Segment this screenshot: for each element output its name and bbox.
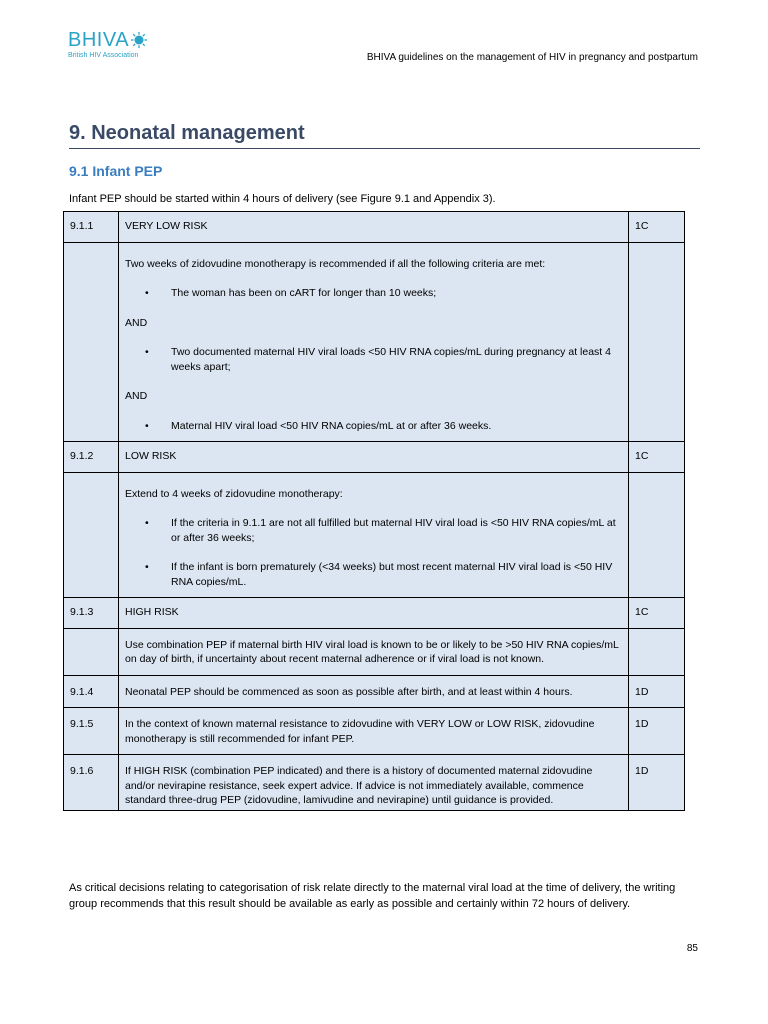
subsection-heading: 9.1 Infant PEP [69,163,163,179]
bullet-list [125,286,622,301]
table-row [64,598,685,629]
rec-grade: 1C [635,606,649,618]
logo-text: BHIVA [68,29,130,51]
bullet-icon: • [145,287,149,299]
rec-body [119,473,628,598]
table-row [64,242,685,442]
sunburst-logo-icon [130,31,148,49]
rec-text: In the context of known maternal resistance to zidovudine with VERY LOW or LOW RISK, zidovudine monotherapy is still recommended for infant PEP. [125,718,595,745]
rec-grade: 1D [635,765,649,777]
list-item: • The woman has been on cART for longer than 10 weeks; [145,287,437,299]
logo-subtitle: British HIV Association [68,52,139,59]
table-row [64,755,685,811]
bullet-icon: • [145,419,149,432]
recommendations-table [63,211,685,811]
rec-body [119,243,628,442]
and-connector: AND [125,390,148,402]
rec-text: If HIGH RISK (combination PEP indicated) and there is a history of documented maternal zidovudine and/or nevirapine resistance, seek expert advice. If advice is not immediately available, commence standard three-drug PEP (zidovudine, lamivudine and nevirapine) until guidance is provided. [125,765,593,806]
rec-lead: Two weeks of zidovudine monotherapy is recommended if all the following criteria are met: [125,257,546,270]
bullet-list [125,345,622,374]
list-item: • Maternal HIV viral load <50 HIV RNA copies/mL at or after 36 weeks. [145,419,492,432]
bullet-list [125,516,622,589]
rec-number: 9.1.3 [70,606,94,618]
rec-title: HIGH RISK [125,606,179,618]
rec-number: 9.1.1 [70,220,94,232]
rec-number: 9.1.5 [70,718,94,730]
bullet-icon: • [145,517,149,529]
table-row [64,442,685,473]
rec-grade: 1C [635,220,649,232]
rec-number: 9.1.6 [70,765,94,777]
rec-grade: 1D [635,718,649,730]
logo-wordmark [68,30,148,50]
closing-paragraph: As critical decisions relating to categorisation of risk relate directly to the maternal viral load at the time of delivery, the writing group recommends that this result should be available as early as possible and certainly within 72 hours of delivery. [69,882,676,910]
list-item: • If the infant is born prematurely (<34 weeks) but most recent maternal HIV viral load is <50 HIV RNA copies/mL. [145,561,613,588]
rec-grade: 1D [635,685,649,698]
list-item: • Two documented maternal HIV viral loads <50 HIV RNA copies/mL during pregnancy at least 4 weeks apart; [145,346,611,373]
rec-text: Neonatal PEP should be commenced as soon as possible after birth, and at least within 4 hours. [125,685,573,698]
bullet-icon: • [145,346,149,358]
running-header: BHIVA guidelines on the management of HIV in pregnancy and postpartum [366,52,698,63]
rec-number: 9.1.4 [70,685,94,698]
and-connector: AND [125,316,148,329]
bullet-icon: • [145,561,149,573]
table-row [64,628,685,675]
section-heading: 9. Neonatal management [69,120,700,149]
rec-number: 9.1.2 [70,450,94,462]
table-row [64,675,685,708]
rec-lead: Extend to 4 weeks of zidovudine monotherapy: [125,487,343,500]
rec-title: VERY LOW RISK [125,220,208,232]
rec-grade: 1C [635,450,649,462]
page-number: 85 [686,943,698,954]
rec-title: LOW RISK [125,450,177,462]
intro-paragraph: Infant PEP should be started within 4 hours of delivery (see Figure 9.1 and Appendix 3). [69,193,496,205]
table-row [64,708,685,755]
bullet-list [125,419,622,434]
table-row [64,212,685,243]
rec-body: Use combination PEP if maternal birth HIV viral load is known to be or likely to be >50 HIV RNA copies/mL on day of birth, if uncertainty about recent maternal adherence or if viral load is not known. [125,638,619,665]
list-item: • If the criteria in 9.1.1 are not all fulfilled but maternal HIV viral load is <50 HIV RNA copies/mL at or after 36 weeks; [145,517,616,544]
table-row [64,472,685,598]
bhiva-logo [68,30,148,60]
